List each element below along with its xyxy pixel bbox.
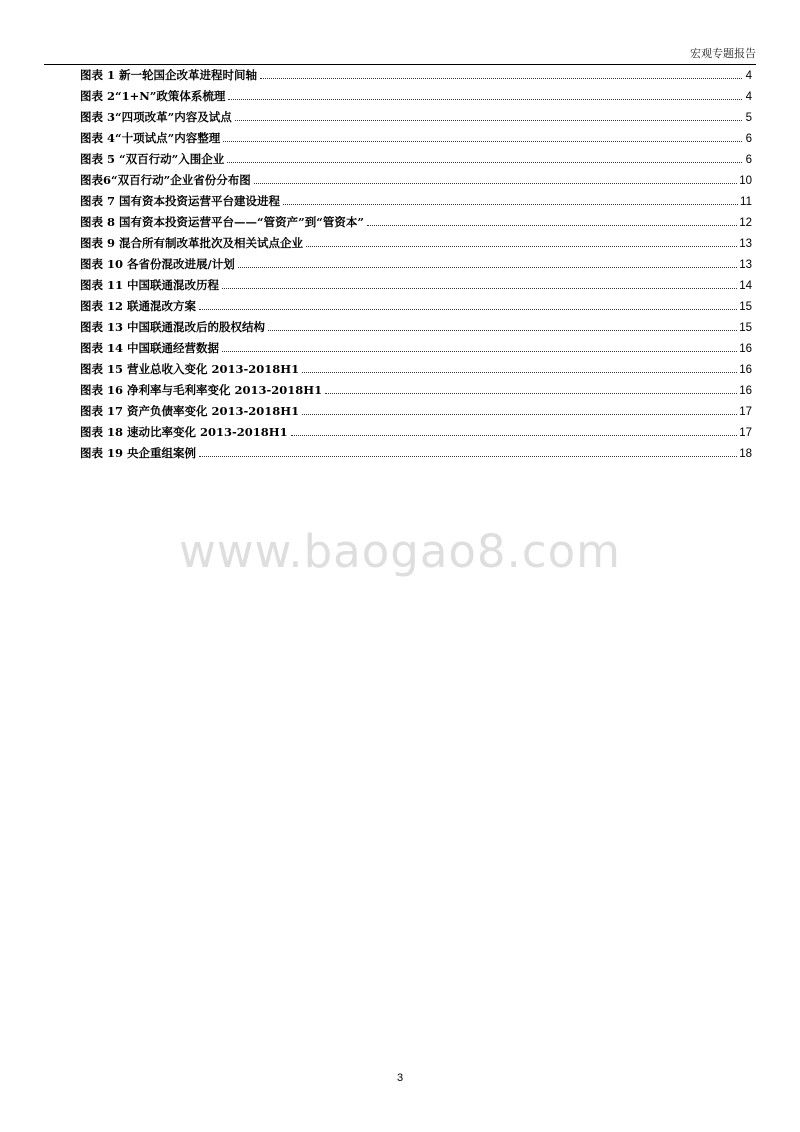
toc-entry-page: 5 (745, 112, 752, 124)
toc-entry-page: 13 (739, 238, 752, 250)
toc-entry-label: 图表 7 国有资本投资运营平台建设进程 (80, 194, 281, 208)
toc-entry-label: 图表 1 新一轮国企改革进程时间轴 (80, 68, 258, 82)
toc-entry-label: 图表 5 “双百行动”入围企业 (80, 152, 225, 166)
toc-entry[interactable] (80, 380, 752, 401)
toc-dot-leader (254, 182, 737, 184)
toc-entry-page: 17 (739, 427, 752, 439)
watermark: www.baogao8.com (179, 525, 621, 578)
toc-dot-leader (238, 266, 737, 268)
toc-dot-leader (325, 392, 737, 394)
toc-dot-leader (228, 98, 742, 100)
toc-entry-label: 图表 8 国有资本投资运营平台——“管资产”到“管资本” (80, 215, 364, 229)
toc-entry-label: 图表 13 中国联通混改后的股权结构 (80, 320, 266, 334)
toc-dot-leader (199, 308, 737, 310)
toc-entry[interactable] (80, 338, 752, 359)
toc-dot-leader (268, 329, 737, 331)
toc-entry[interactable] (80, 296, 752, 317)
toc-entry-label: 图表 14 中国联通经营数据 (80, 341, 220, 355)
toc-entry-label: 图表 2“1+N”政策体系梳理 (80, 89, 226, 103)
toc-entry-label: 图表 18 速动比率变化 2013-2018H1 (80, 425, 288, 439)
toc-entry-label: 图表 19 央企重组案例 (80, 446, 197, 460)
toc-entry-page: 17 (739, 406, 752, 418)
toc-dot-leader (302, 413, 737, 415)
toc-dot-leader (222, 287, 737, 289)
toc-dot-leader (367, 224, 737, 226)
toc-entry[interactable] (80, 254, 752, 275)
toc-entry[interactable] (80, 107, 752, 128)
toc-dot-leader (223, 140, 742, 142)
toc-entry[interactable] (80, 149, 752, 170)
toc-entry[interactable] (80, 317, 752, 338)
toc-entry-page: 4 (745, 91, 752, 103)
toc-entry-label: 图表 15 营业总收入变化 2013-2018H1 (80, 362, 300, 376)
toc-entry-label: 图表 10 各省份混改进展/计划 (80, 257, 235, 271)
toc-dot-leader (260, 77, 742, 79)
page-number: 3 (396, 1072, 404, 1084)
toc-entry-label: 图表 3“四项改革”内容及试点 (80, 110, 232, 124)
toc-entry-page: 15 (739, 301, 752, 313)
toc-entry-label: 图表 12 联通混改方案 (80, 299, 197, 313)
toc-entry[interactable] (80, 86, 752, 107)
toc-entry[interactable] (80, 359, 752, 380)
toc-dot-leader (302, 371, 737, 373)
toc-entry-label: 图表 11 中国联通混改历程 (80, 278, 220, 292)
toc-entry[interactable] (80, 191, 752, 212)
toc-dot-leader (306, 245, 737, 247)
toc-entry-page: 15 (739, 322, 752, 334)
toc-entry-label: 图表6“双百行动”企业省份分布图 (80, 173, 251, 187)
toc-entry[interactable] (80, 443, 752, 464)
toc-entry-page: 11 (740, 196, 752, 208)
toc-entry-page: 14 (739, 280, 752, 292)
toc-entry-page: 18 (739, 448, 752, 460)
toc-entry[interactable] (80, 401, 752, 422)
toc-entry-label: 图表 9 混合所有制改革批次及相关试点企业 (80, 236, 304, 250)
toc-entry-label: 图表 4“十项试点”内容整理 (80, 131, 221, 145)
toc-dot-leader (222, 350, 737, 352)
toc-entry-label: 图表 17 资产负债率变化 2013-2018H1 (80, 404, 300, 418)
toc-entry[interactable] (80, 212, 752, 233)
toc-entry[interactable] (80, 128, 752, 149)
toc-dot-leader (283, 203, 738, 205)
toc-entry-page: 16 (739, 364, 752, 376)
toc-entry[interactable] (80, 65, 752, 86)
toc-dot-leader (199, 455, 737, 457)
toc-entry-page: 13 (739, 259, 752, 271)
toc-dot-leader (227, 161, 742, 163)
toc-entry-page: 6 (745, 154, 752, 166)
toc-dot-leader (291, 434, 738, 436)
figure-table-of-contents (80, 65, 752, 464)
toc-entry-page: 16 (739, 343, 752, 355)
toc-entry[interactable] (80, 233, 752, 254)
toc-entry[interactable] (80, 275, 752, 296)
toc-entry-page: 16 (739, 385, 752, 397)
toc-entry-page: 4 (745, 70, 752, 82)
toc-dot-leader (235, 119, 742, 121)
toc-entry-page: 10 (739, 175, 752, 187)
toc-entry-label: 图表 16 净利率与毛利率变化 2013-2018H1 (80, 383, 323, 397)
report-category-header: 宏观专题报告 (690, 47, 756, 60)
toc-entry-page: 12 (739, 217, 752, 229)
toc-entry-page: 6 (745, 133, 752, 145)
toc-entry[interactable] (80, 422, 752, 443)
toc-entry[interactable] (80, 170, 752, 191)
